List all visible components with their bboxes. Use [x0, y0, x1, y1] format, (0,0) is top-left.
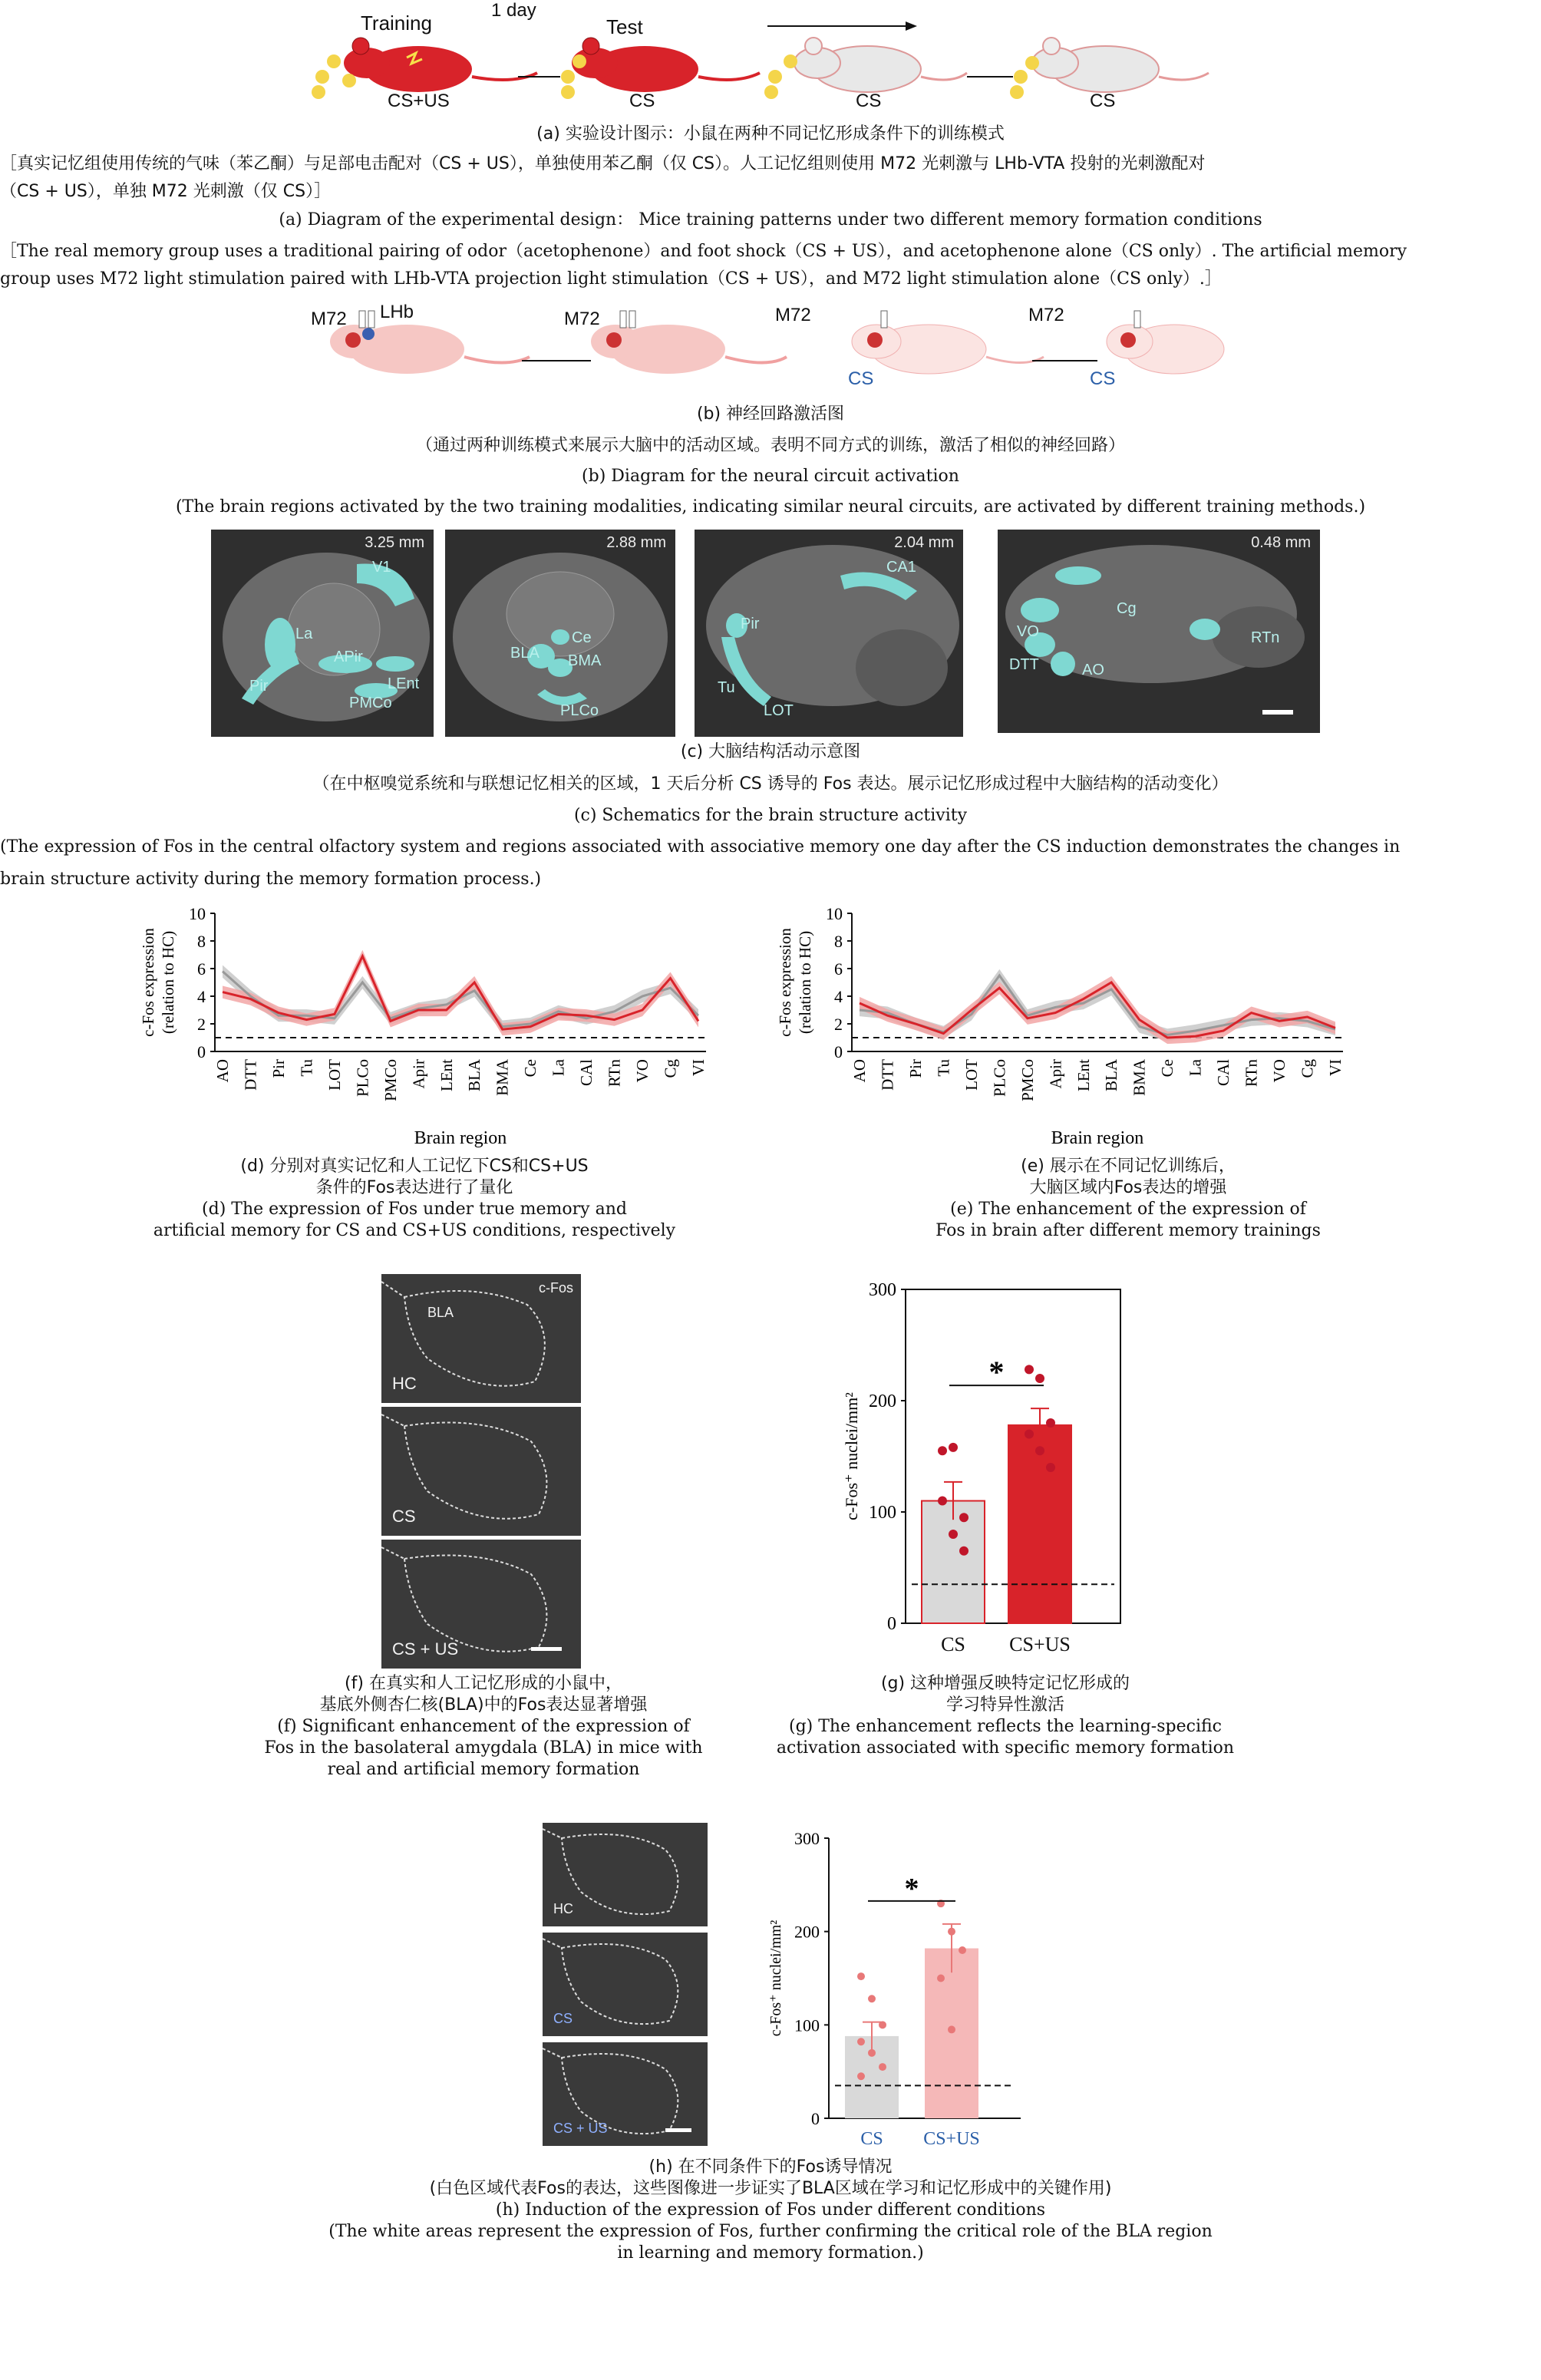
- desc-c-en-1: (The expression of Fos in the central olfactory system and regions associated with associative memory one day after the CS induction demonstrates the changes in: [0, 837, 1401, 857]
- mouse-label-2: CS: [629, 91, 655, 111]
- data-point: [938, 1497, 947, 1506]
- data-point: [868, 1995, 876, 2002]
- caption-d: [123, 1156, 706, 1242]
- brain-section-3: [695, 530, 963, 737]
- brain-section-4: [998, 530, 1320, 733]
- micro-f-cs-label: CS: [392, 1507, 416, 1526]
- brain-section-2: [445, 530, 675, 737]
- cs-label-b-1: CS: [848, 368, 874, 389]
- x-tick-label: Cg: [661, 1059, 680, 1078]
- desc-a-cn-1: ［真实记忆组使用传统的气味（苯乙酮）与足部电击配对（CS + US），单独使用苯乙酮（仅 CS）。人工记忆组则使用 M72 光刺激与 LHb-VTA 投射的光刺激配对: [0, 154, 1206, 173]
- x-tick-label: AO: [850, 1059, 869, 1083]
- data-point: [948, 1928, 955, 1936]
- brain-section-1: [211, 530, 434, 737]
- data-point: [1035, 1374, 1044, 1383]
- caption-e-cn-2: 大脑区域内Fos表达的增强: [1029, 1178, 1227, 1197]
- x-tick-label: Apir: [1046, 1059, 1065, 1089]
- mouse-label-4: CS: [1090, 91, 1116, 111]
- caption-h-cn-1: (h) 在不同条件下的Fos诱导情况: [648, 2157, 893, 2177]
- m72-label-3: M72: [775, 305, 811, 325]
- micrograph-f-cs: [381, 1407, 581, 1536]
- x-axis-label: Brain region: [414, 1128, 507, 1148]
- caption-f-en-3: real and artificial memory formation: [327, 1760, 640, 1779]
- x-tick-label: LEnt: [437, 1059, 456, 1091]
- region-pir-2: Pir: [741, 616, 760, 632]
- x-tick-label: CS: [860, 2129, 883, 2149]
- caption-d-cn-2: 条件的Fos表达进行了量化: [315, 1178, 513, 1197]
- caption-e-cn-1: (e) 展示在不同记忆训练后，: [1021, 1157, 1236, 1176]
- training-label: Training: [361, 12, 432, 35]
- x-tick-label: VO: [633, 1059, 652, 1083]
- y-tick-label: 10: [826, 904, 843, 923]
- y-tick-label: 200: [794, 1922, 820, 1942]
- y-tick-label: 4: [197, 987, 206, 1006]
- mouse-faint-1: [852, 311, 1044, 374]
- caption-h: [195, 2157, 1346, 2264]
- region-ca1: CA1: [886, 559, 916, 576]
- y-tick-label: 8: [834, 932, 843, 951]
- depth-label-4: 0.48 mm: [1251, 534, 1311, 551]
- caption-h-en-3: in learning and memory formation.): [617, 2243, 924, 2263]
- x-tick-label: PMCo: [381, 1059, 400, 1101]
- x-tick-label: BLA: [1102, 1059, 1121, 1091]
- line-chart-d: [130, 898, 744, 1151]
- caption-c-cn: (c) 大脑结构活动示意图: [680, 742, 861, 761]
- x-tick-label: VO: [1270, 1059, 1289, 1083]
- y-tick-label: 6: [197, 959, 206, 979]
- series-band: [860, 976, 1335, 1044]
- significance-star: *: [988, 1355, 1005, 1390]
- mouse-grey-1: [794, 38, 967, 92]
- region-pir: Pir: [249, 678, 269, 695]
- region-lot: LOT: [764, 702, 794, 719]
- caption-a-cn: (a) 实验设计图示：小鼠在两种不同记忆形成条件下的训练模式: [536, 124, 1005, 144]
- desc-b-en: (The brain regions activated by the two training modalities, indicating similar neural circuits, are activated by different training methods.): [175, 497, 1366, 517]
- region-tu: Tu: [718, 679, 735, 696]
- depth-label-2: 2.88 mm: [606, 534, 666, 551]
- day-label: 1 day: [491, 0, 536, 21]
- caption-e-en-1: (e) The enhancement of the expression of: [950, 1200, 1306, 1219]
- caption-f-cn-1: (f) 在真实和人工记忆形成的小鼠中，: [345, 1674, 622, 1693]
- region-ce: Ce: [572, 629, 592, 646]
- mouse-label-3: CS: [856, 91, 882, 111]
- y-axis-label: c-Fos⁺ nuclei/mm²: [767, 1920, 784, 2037]
- caption-g-en-1: (g) The enhancement reflects the learning-specific: [789, 1717, 1222, 1736]
- x-tick-label: Apir: [409, 1059, 428, 1089]
- micro-h-cs-label: CS: [553, 2011, 573, 2026]
- data-point: [959, 1547, 968, 1556]
- y-tick-label: 300: [869, 1280, 896, 1300]
- y-tick-label: 2: [197, 1015, 206, 1034]
- region-bma: BMA: [568, 652, 602, 669]
- y-tick-label: 6: [834, 959, 843, 979]
- x-tick-label: VI: [1326, 1059, 1345, 1077]
- region-dtt: DTT: [1009, 656, 1039, 673]
- bar-chart-g: [833, 1274, 1155, 1673]
- cfos-label: c-Fos: [539, 1280, 573, 1296]
- caption-h-cn-2: (白色区域代表Fos的表达，这些图像进一步证实了BLA区域在学习和记忆形成中的关键作用): [429, 2179, 1112, 2198]
- x-tick-label: BMA: [1130, 1059, 1149, 1096]
- y-tick-label: 0: [811, 2109, 820, 2128]
- x-tick-label: CS+US: [923, 2129, 980, 2149]
- x-tick-label: LOT: [325, 1059, 344, 1091]
- data-point: [959, 1513, 968, 1522]
- micro-f-csus-label: CS + US: [392, 1639, 459, 1659]
- m72-label-1: M72: [311, 309, 347, 329]
- x-tick-label: Tu: [934, 1059, 953, 1077]
- x-tick-label: Pir: [269, 1059, 288, 1078]
- caption-d-cn-1: (d) 分别对真实记忆和人工记忆下CS和CS+US: [240, 1157, 589, 1176]
- desc-a-en-2: group uses M72 light stimulation paired with LHb-VTA projection light stimulation（CS + US），and M72 light stimulation alone（CS only）.］: [0, 269, 1222, 289]
- lhb-label: LHb: [380, 302, 414, 322]
- micro-f-hc-label: HC: [392, 1374, 417, 1393]
- x-tick-label: AO: [213, 1059, 232, 1083]
- desc-a-en-1: ［The real memory group uses a traditional pairing of odor（acetophenone）and foot shock（CS + US），and acetophenone alone（CS only）. The artificial memory: [0, 242, 1407, 261]
- data-point: [879, 2021, 886, 2028]
- x-tick-label: PLCo: [990, 1059, 1009, 1098]
- data-point: [937, 1975, 945, 1982]
- data-point: [857, 1972, 865, 1980]
- x-tick-label: RTn: [1242, 1059, 1261, 1088]
- caption-g: [737, 1673, 1274, 1759]
- y-tick-label: 8: [197, 932, 206, 951]
- data-point: [879, 2063, 886, 2071]
- y-tick-label: 2: [834, 1015, 843, 1034]
- y-axis-label-2: (relation to HC): [159, 930, 177, 1035]
- caption-h-en-2: (The white areas represent the expression of Fos, further confirming the critical role of the BLA region: [328, 2222, 1213, 2241]
- desc-c-en-2: brain structure activity during the memory formation process.): [0, 870, 542, 889]
- x-tick-label: PLCo: [353, 1059, 372, 1098]
- micrograph-h-csus: [543, 2042, 708, 2146]
- data-point: [857, 2038, 865, 2045]
- micrograph-h-hc: [543, 1823, 708, 1926]
- series-band: [223, 950, 698, 1036]
- data-point: [857, 2072, 865, 2080]
- x-tick-label: CS+US: [1009, 1633, 1071, 1655]
- data-point: [1035, 1446, 1044, 1455]
- mouse-red-2: [572, 38, 760, 92]
- region-plco: PLCo: [560, 702, 599, 719]
- caption-e: [836, 1156, 1420, 1242]
- region-lent: LEnt: [388, 675, 420, 692]
- mouse-label-1: CS+US: [388, 91, 450, 111]
- caption-b-en: (b) Diagram for the neural circuit activation: [582, 467, 959, 486]
- micrograph-h-cs: [543, 1933, 708, 2036]
- caption-a-en: (a) Diagram of the experimental design： Mice training patterns under two different memory formation conditions: [279, 210, 1262, 229]
- desc-b-cn: （通过两种训练模式来展示大脑中的活动区域。表明不同方式的训练，激活了相似的神经回路）: [415, 436, 1125, 455]
- x-tick-label: Ce: [1158, 1059, 1177, 1078]
- x-tick-label: DTT: [878, 1059, 897, 1091]
- mouse-pink-1: [330, 311, 530, 374]
- region-v1: V1: [372, 559, 391, 576]
- x-tick-label: Tu: [297, 1059, 316, 1077]
- m72-label-2: M72: [564, 309, 600, 329]
- bar-chart-h: [756, 1819, 1040, 2157]
- y-axis-label: c-Fos⁺ nuclei/mm²: [842, 1392, 861, 1520]
- data-point: [959, 1946, 966, 1954]
- region-cg: Cg: [1117, 600, 1137, 617]
- bla-label: BLA: [427, 1305, 454, 1320]
- x-tick-label: BLA: [465, 1059, 484, 1091]
- y-axis-label-2: (relation to HC): [796, 930, 814, 1035]
- caption-g-cn-1: (g) 这种增强反映特定记忆形成的: [880, 1674, 1130, 1693]
- x-axis-label: Brain region: [1051, 1128, 1144, 1148]
- caption-b-cn: (b) 神经回路激活图: [696, 404, 845, 424]
- x-tick-label: BMA: [493, 1059, 512, 1096]
- y-tick-label: 300: [794, 1829, 820, 1848]
- y-axis-label: c-Fos expression: [776, 928, 794, 1037]
- x-tick-label: DTT: [241, 1059, 260, 1091]
- y-axis-label: c-Fos expression: [139, 928, 157, 1037]
- data-point: [1046, 1418, 1055, 1428]
- caption-f-en-1: (f) Significant enhancement of the expression of: [277, 1717, 690, 1736]
- depth-label-3: 2.04 mm: [894, 534, 954, 551]
- y-tick-label: 100: [794, 2015, 820, 2035]
- x-tick-label: LOT: [962, 1059, 981, 1091]
- region-vo: VO: [1017, 623, 1039, 640]
- x-tick-label: CAl: [1214, 1059, 1233, 1087]
- mouse-red-1: [344, 38, 537, 92]
- region-rtn: RTn: [1251, 629, 1280, 646]
- data-point: [938, 1446, 947, 1455]
- y-tick-label: 4: [834, 987, 843, 1006]
- data-point: [1025, 1430, 1034, 1439]
- x-tick-label: PMCo: [1018, 1059, 1037, 1101]
- x-tick-label: La: [1186, 1059, 1205, 1077]
- caption-d-en-2: artificial memory for CS and CS+US conditions, respectively: [153, 1221, 676, 1240]
- mouse-grey-2: [1032, 38, 1209, 92]
- x-tick-label: Ce: [521, 1059, 540, 1078]
- micro-h-csus-label: CS + US: [553, 2121, 608, 2136]
- data-point: [949, 1443, 958, 1452]
- caption-g-cn-2: 学习特异性激活: [945, 1695, 1064, 1715]
- data-point: [948, 2025, 955, 2033]
- mouse-pink-2: [591, 311, 787, 374]
- caption-f-cn-2: 基底外侧杏仁核(BLA)中的Fos表达显著增强: [319, 1695, 648, 1715]
- depth-label-1: 3.25 mm: [365, 534, 424, 551]
- x-tick-label: Pir: [906, 1059, 925, 1078]
- test-label: Test: [606, 15, 643, 38]
- data-point: [949, 1530, 958, 1539]
- caption-d-en-1: (d) The expression of Fos under true memory and: [202, 1200, 627, 1219]
- region-pmco: PMCo: [349, 695, 392, 711]
- desc-a-cn-2: （CS + US），单独 M72 光刺激（仅 CS）］: [0, 182, 332, 201]
- x-tick-label: CS: [941, 1633, 965, 1655]
- x-tick-label: CAl: [577, 1059, 596, 1087]
- region-bla: BLA: [510, 645, 540, 662]
- region-apir: APir: [334, 649, 363, 665]
- y-tick-label: 0: [834, 1042, 843, 1061]
- caption-c-en: (c) Schematics for the brain structure activity: [573, 806, 968, 825]
- y-tick-label: 0: [887, 1614, 896, 1634]
- desc-c-cn: （在中枢嗅觉系统和与联想记忆相关的区域，1 天后分析 CS 诱导的 Fos 表达。展示记忆形成过程中大脑结构的活动变化）: [312, 774, 1229, 794]
- y-tick-label: 10: [189, 904, 206, 923]
- caption-f: [200, 1673, 767, 1781]
- data-point: [868, 2049, 876, 2057]
- x-tick-label: VI: [689, 1059, 708, 1077]
- micro-h-hc-label: HC: [553, 1901, 573, 1916]
- region-la: La: [295, 626, 313, 642]
- y-tick-label: 0: [197, 1042, 206, 1061]
- x-tick-label: La: [549, 1059, 568, 1077]
- x-tick-label: Cg: [1298, 1059, 1317, 1078]
- micrograph-f-hc: [381, 1274, 581, 1403]
- caption-e-en-2: Fos in brain after different memory trainings: [935, 1221, 1321, 1240]
- series-line: [860, 982, 1335, 1038]
- caption-f-en-2: Fos in the basolateral amygdala (BLA) in mice with: [264, 1738, 703, 1758]
- caption-h-en-1: (h) Induction of the expression of Fos under different conditions: [495, 2200, 1046, 2220]
- caption-g-en-2: activation associated with specific memory formation: [776, 1738, 1235, 1758]
- data-point: [1025, 1365, 1034, 1374]
- cs-label-b-2: CS: [1090, 368, 1116, 389]
- x-tick-label: RTn: [605, 1059, 624, 1088]
- y-tick-label: 200: [869, 1391, 896, 1411]
- data-point: [1046, 1463, 1055, 1472]
- x-tick-label: LEnt: [1074, 1059, 1093, 1091]
- line-chart-e: [767, 898, 1381, 1151]
- m72-label-4: M72: [1028, 305, 1064, 325]
- micrograph-f-csus: [381, 1540, 581, 1669]
- significance-star: *: [904, 1872, 919, 1905]
- mouse-faint-2: [1107, 311, 1224, 374]
- y-tick-label: 100: [869, 1503, 896, 1523]
- region-ao: AO: [1082, 662, 1104, 678]
